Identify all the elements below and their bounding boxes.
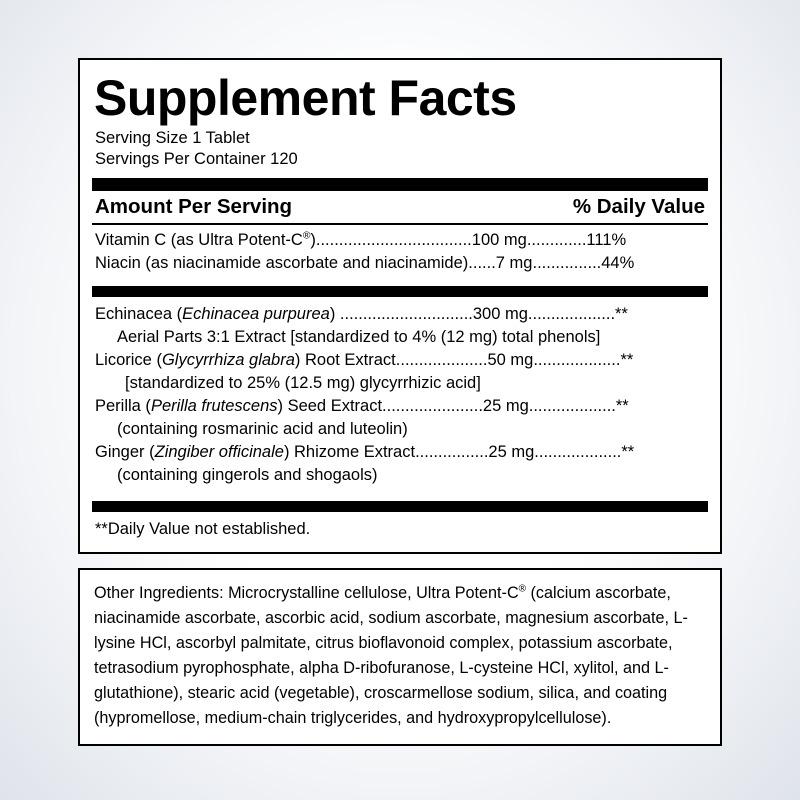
herb-latin-name: Glycyrrhiza glabra bbox=[161, 351, 295, 369]
daily-value-footnote: **Daily Value not established. bbox=[95, 520, 311, 538]
herb-daily-value: ** bbox=[615, 397, 629, 415]
nutrient-daily-value: 44% bbox=[601, 254, 635, 272]
other-ingredients-box bbox=[78, 568, 722, 746]
herb-amount: 25 mg bbox=[482, 397, 529, 415]
leader-dots-2: ............... bbox=[532, 254, 602, 272]
serving-size: Serving Size 1 Tablet bbox=[95, 129, 250, 147]
leader-dots: ...................... bbox=[382, 397, 483, 415]
supplement-facts-box bbox=[78, 58, 722, 554]
herb-row bbox=[95, 395, 705, 418]
page-title: Supplement Facts bbox=[94, 70, 517, 126]
nutrient-amount: 7 mg bbox=[495, 254, 533, 272]
servings-per-container: Servings Per Container 120 bbox=[95, 150, 298, 168]
herb-latin-name: Echinacea purpurea bbox=[182, 305, 330, 323]
herb-sub-line: (containing gingerols and shogaols) bbox=[117, 466, 378, 484]
herb-name-prefix: Licorice ( bbox=[95, 351, 162, 369]
divider-thick-top bbox=[92, 178, 708, 191]
leader-dots-2: ................... bbox=[528, 397, 616, 415]
herb-name-prefix: Perilla ( bbox=[95, 397, 151, 415]
herb-name-prefix: Ginger ( bbox=[95, 443, 155, 461]
herb-sub-line: [standardized to 25% (12.5 mg) glycyrrhizic acid] bbox=[125, 374, 481, 392]
herb-daily-value: ** bbox=[621, 443, 635, 461]
leader-dots-2: ................... bbox=[533, 351, 621, 369]
herb-name-suffix: ) Seed Extract bbox=[277, 397, 383, 415]
amount-per-serving-header-row bbox=[92, 191, 708, 223]
divider-thick-bottom bbox=[92, 501, 708, 512]
herb-amount: 25 mg bbox=[488, 443, 535, 461]
leader-dots-2: ................... bbox=[534, 443, 622, 461]
herb-daily-value: ** bbox=[620, 351, 634, 369]
herb-latin-name: Zingiber officinale bbox=[154, 443, 284, 461]
leader-dots: ............................. bbox=[339, 305, 473, 323]
amount-per-serving-label: Amount Per Serving bbox=[95, 195, 293, 218]
registered-trademark-icon: ® bbox=[518, 583, 527, 595]
nutrient-daily-value: 111% bbox=[586, 231, 627, 249]
registered-trademark-icon: ® bbox=[302, 230, 311, 242]
nutrient-amount: 100 mg bbox=[471, 231, 527, 249]
other-ingredients-prefix: Other Ingredients: Microcrystalline cellulose, Ultra Potent-C bbox=[94, 584, 519, 602]
herb-name-suffix: ) bbox=[329, 305, 340, 323]
herb-daily-value: ** bbox=[615, 305, 628, 323]
herb-list bbox=[92, 297, 708, 495]
nutrient-name: Niacin (as niacinamide ascorbate and niacinamide) bbox=[95, 254, 469, 272]
herb-sub-line: (containing rosmarinic acid and luteolin) bbox=[117, 420, 408, 438]
herb-name-prefix: Echinacea ( bbox=[95, 305, 183, 323]
other-ingredients-body: (calcium ascorbate, niacinamide ascorbate, ascorbic acid, sodium ascorbate, magnesium ascorbate, L-lysine HCl, ascorbyl palmitate, citrus bioflavonoid complex, potassium ascorbate, tetrasodium pyrophosphate, alpha D-ribofuranose, L-cysteine HCl, xylitol, and L-glutathione), stearic acid (vegetable), croscarmellose sodium, silica, and coating (hypromellose, medium-chain triglycerides, and hydroxypropylcellulose). bbox=[94, 584, 688, 727]
leader-dots: ................ bbox=[415, 443, 489, 461]
herb-row bbox=[95, 349, 705, 372]
leader-dots-2: ................... bbox=[527, 305, 616, 323]
leader-dots: .................... bbox=[395, 351, 488, 369]
herb-name-suffix: ) Rhizome Extract bbox=[283, 443, 416, 461]
herb-latin-name: Perilla frutescens bbox=[150, 397, 278, 415]
other-ingredients-text bbox=[94, 581, 706, 731]
leader-dots: ...... bbox=[468, 254, 496, 272]
herb-name-suffix: ) Root Extract bbox=[294, 351, 396, 369]
supplement-facts-panel bbox=[78, 58, 722, 746]
leader-dots-2: ............. bbox=[526, 231, 587, 249]
nutrient-row bbox=[95, 252, 705, 275]
herb-sub-line: Aerial Parts 3:1 Extract [standardized to 4% (12 mg) total phenols] bbox=[117, 328, 601, 346]
nutrient-name-tail: ) bbox=[310, 231, 316, 249]
herb-row bbox=[95, 441, 705, 464]
nutrient-name: Vitamin C (as Ultra Potent-C bbox=[95, 231, 303, 249]
leader-dots: .................................. bbox=[315, 231, 472, 249]
nutrient-row bbox=[95, 229, 705, 252]
divider-thick-mid bbox=[92, 286, 708, 297]
herb-row bbox=[95, 303, 705, 326]
daily-value-label: % Daily Value bbox=[572, 195, 705, 218]
herb-amount: 50 mg bbox=[487, 351, 534, 369]
nutrient-list bbox=[92, 225, 708, 280]
herb-amount: 300 mg bbox=[472, 305, 528, 323]
